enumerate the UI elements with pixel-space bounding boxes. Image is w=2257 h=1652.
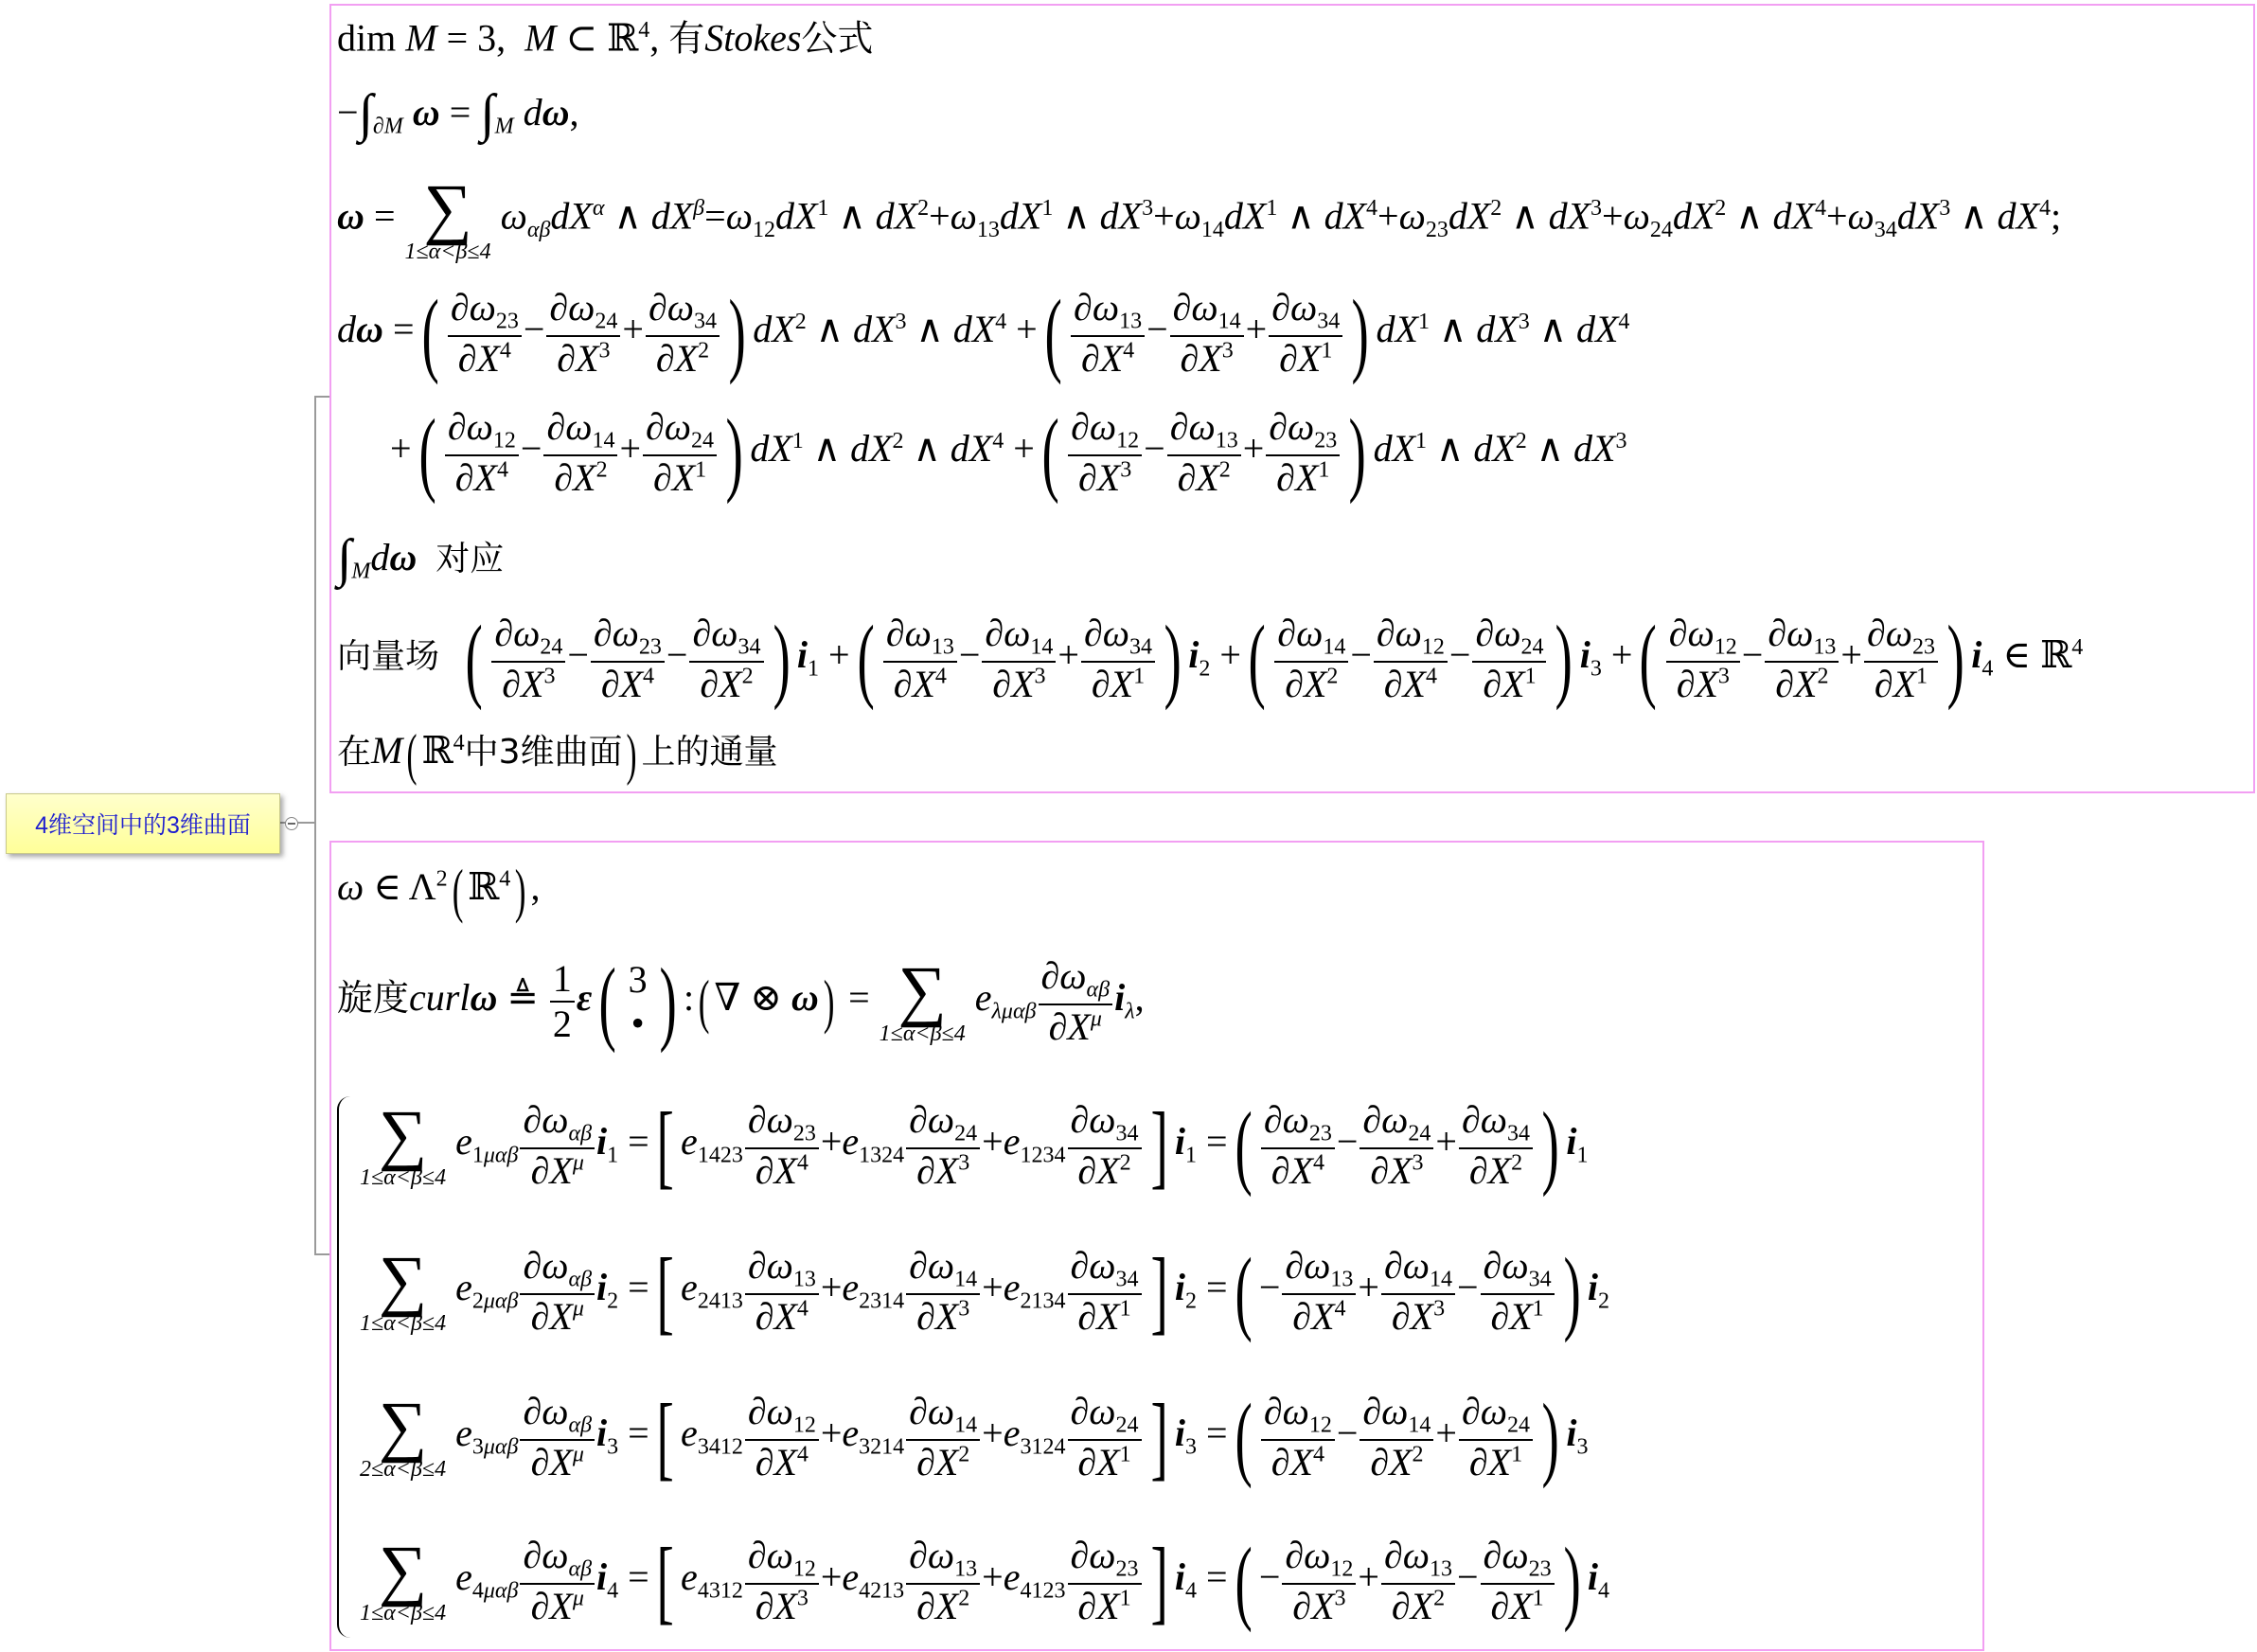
- integral-correspondence: $\int_Md\omega$ 对应: [337, 529, 505, 588]
- curl-component-row: ∑ 2≤α<β≤4 $e_{3\mu\alpha\beta}$ $\frac{\partial\omega_{\alpha\beta}}{\partial X^\mu}$ $i_3$ =[ $e_{3412}$ $\frac{\partial\omega_{12}}{\partial X^4}$ $+e_{3214}$ $\frac{\partial\omega_{14}}{\partial X^2}$ $+e_{3124}$ $\frac{\partial\omega_{24}}{\partial X^1}$ ] $i_3$ =( $\frac{\partial\omega_{12}}{\partial X^4}$ − $\frac{\partial\omega_{14}}{\partial X^2}$ + $\frac{\partial\omega_{24}}{\partial X^1}$ ) $i_3$: [360, 1384, 1589, 1489]
- d-omega-line-2: +( $\frac{\partial\omega_{12}}{\partial X^4}$ − $\frac{\partial\omega_{14}}{\partial X^2}$ + $\frac{\partial\omega_{24}}{\partial X^1}$ ) $dX^1$ ∧ $dX^2$ ∧ $dX^4$ +( $\frac{\partial\omega_{12}}{\partial X^3}$ − $\frac{\partial\omega_{13}}{\partial X^2}$ + $\frac{\partial\omega_{23}}{\partial X^1}$ ) $dX^1$ ∧ $dX^2$ ∧ $dX^3$: [390, 400, 1627, 505]
- curl-label: 旋度: [337, 977, 410, 1020]
- branch-to-box1: [314, 396, 329, 398]
- topic-label: 4维空间中的3维曲面: [35, 812, 251, 839]
- d-omega-line-1: dω =( $\frac{\partial\omega_{23}}{\partial X^4}$ − $\frac{\partial\omega_{24}}{\partial X^3}$ + $\frac{\partial\omega_{34}}{\partial X^2}$ ) $dX^2$ ∧ $dX^3$ ∧ $dX^4$ +( $\frac{\partial\omega_{13}}{\partial X^4}$ − $\frac{\partial\omega_{14}}{\partial X^3}$ + $\frac{\partial\omega_{34}}{\partial X^1}$ ) $dX^1$ ∧ $dX^3$ ∧ $dX^4$: [337, 280, 1630, 385]
- curl-word: curl: [409, 976, 471, 1020]
- branch-to-box2: [314, 1253, 329, 1255]
- system-brace: [337, 1096, 356, 1638]
- branch-connector: [296, 822, 315, 824]
- flux-line: 在M( ℝ$^4$中3维曲面) 上的通量: [337, 723, 778, 786]
- flux-prefix: 在: [337, 733, 372, 773]
- omega-definition: ω = ∑ 1≤α<β≤4 $\omega_{\alpha\beta}dX^\alpha$ ∧ $dX^\beta=\omega_{12}dX^1$ ∧ $dX^2+\omega_{13}dX^1$ ∧ $dX^3+\omega_{14}dX^1$ ∧ $dX^4+\omega_{23}dX^2$ ∧ $dX^3+\omega_{24}dX^2$ ∧ $dX^4+\omega_{34}dX^3$ ∧ $dX^4$;: [337, 170, 2062, 265]
- curl-component-row: ∑ 1≤α<β≤4 $e_{4\mu\alpha\beta}$ $\frac{\partial\omega_{\alpha\beta}}{\partial X^\mu}$ $i_4$ =[ $e_{4312}$ $\frac{\partial\omega_{12}}{\partial X^3}$ $+e_{4213}$ $\frac{\partial\omega_{13}}{\partial X^2}$ $+e_{4123}$ $\frac{\partial\omega_{23}}{\partial X^1}$ ] $i_4$ =( − $\frac{\partial\omega_{12}}{\partial X^3}$ + $\frac{\partial\omega_{13}}{\partial X^2}$ − $\frac{\partial\omega_{23}}{\partial X^1}$ ) $i_4$: [360, 1528, 1609, 1633]
- flux-suffix: 上的通量: [641, 733, 778, 773]
- curl-component-row: ∑ 1≤α<β≤4 $e_{2\mu\alpha\beta}$ $\frac{\partial\omega_{\alpha\beta}}{\partial X^\mu}$ $i_2$ =[ $e_{2413}$ $\frac{\partial\omega_{13}}{\partial X^4}$ $+e_{2314}$ $\frac{\partial\omega_{14}}{\partial X^3}$ $+e_{2134}$ $\frac{\partial\omega_{34}}{\partial X^1}$ ] $i_2$ =( − $\frac{\partial\omega_{13}}{\partial X^4}$ + $\frac{\partial\omega_{14}}{\partial X^3}$ − $\frac{\partial\omega_{34}}{\partial X^1}$ ) $i_2$: [360, 1238, 1609, 1343]
- vector-field-line: 向量场 ( $\frac{\partial\omega_{24}}{\partial X^3}$ − $\frac{\partial\omega_{23}}{\partial X^4}$ − $\frac{\partial\omega_{34}}{\partial X^2}$ ) $i_1$ +( $\frac{\partial\omega_{13}}{\partial X^4}$ − $\frac{\partial\omega_{14}}{\partial X^3}$ + $\frac{\partial\omega_{34}}{\partial X^1}$ ) $i_2$ +( $\frac{\partial\omega_{14}}{\partial X^2}$ − $\frac{\partial\omega_{12}}{\partial X^4}$ − $\frac{\partial\omega_{24}}{\partial X^1}$ ) $i_3$ +( $\frac{\partial\omega_{12}}{\partial X^3}$ − $\frac{\partial\omega_{13}}{\partial X^2}$ + $\frac{\partial\omega_{23}}{\partial X^1}$ ) $i_4$ ∈ ℝ$^4$: [337, 606, 2084, 711]
- curl-definition: 旋度curlω ≜ $\frac{1}{2}$ ε( 3 • ) :( ∇ ⊗ ω) = ∑ 1≤α<β≤4 $e_{\lambda\mu\alpha\beta}$ $\frac{\partial\omega_{\alpha\beta}}{\partial X^\mu}$ $i_\lambda$,: [337, 949, 1145, 1054]
- correspondence-label: 对应: [435, 540, 505, 578]
- stokes-note-box[interactable]: [329, 4, 2255, 793]
- dim-statement: dim M = 3, M ⊂ ℝ$^4$, 有Stokes公式: [337, 16, 874, 60]
- omega-space: ω ∈ $\Lambda^2$( ℝ$^4$) ,: [337, 857, 541, 924]
- vector-field-label: 向量场: [337, 637, 440, 677]
- branch-trunk: [314, 396, 316, 1255]
- curl-note-box[interactable]: [329, 841, 1984, 1651]
- central-topic[interactable]: [6, 793, 280, 854]
- flux-mid: 中3维曲面: [464, 733, 623, 773]
- stokes-formula: $-\int_{\partial M}$ $\omega = \int_M$ dω,: [337, 84, 579, 143]
- collapse-toggle-icon[interactable]: [285, 817, 298, 830]
- curl-component-row: ∑ 1≤α<β≤4 $e_{1\mu\alpha\beta}$ $\frac{\partial\omega_{\alpha\beta}}{\partial X^\mu}$ $i_1$ =[ $e_{1423}$ $\frac{\partial\omega_{23}}{\partial X^4}$ $+e_{1324}$ $\frac{\partial\omega_{24}}{\partial X^3}$ $+e_{1234}$ $\frac{\partial\omega_{34}}{\partial X^2}$ ] $i_1$ =( $\frac{\partial\omega_{23}}{\partial X^4}$ − $\frac{\partial\omega_{24}}{\partial X^3}$ + $\frac{\partial\omega_{34}}{\partial X^2}$ ) $i_1$: [360, 1092, 1589, 1198]
